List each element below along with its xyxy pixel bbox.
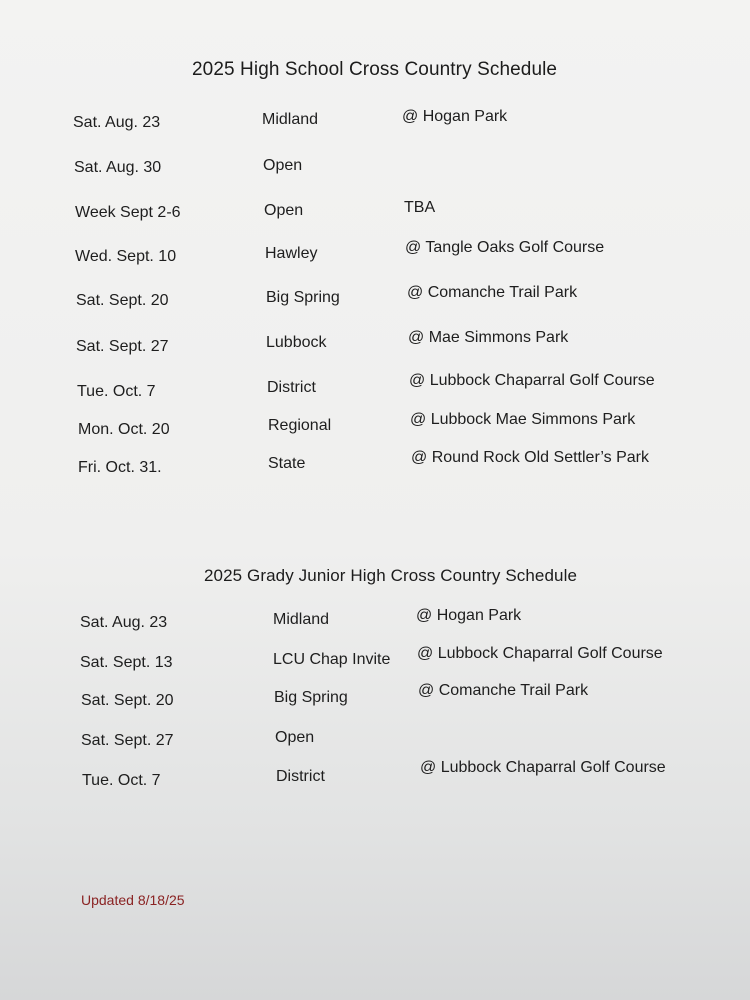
meet-date: Tue. Oct. 7 [77, 383, 156, 400]
meet-location: @ Mae Simmons Park [408, 329, 569, 346]
meet-date: Mon. Oct. 20 [78, 421, 170, 438]
meet-name: Midland [262, 111, 319, 128]
meet-date: Sat. Aug. 23 [80, 614, 168, 631]
meet-location: @ Tangle Oaks Golf Course [405, 239, 605, 256]
schedule-row [0, 329, 750, 364]
schedule-row [0, 159, 750, 185]
meet-location: @ Lubbock Chaparral Golf Course [420, 759, 666, 776]
meet-location: @ Lubbock Mae Simmons Park [410, 411, 636, 428]
meet-name: Open [264, 202, 304, 219]
meet-name: State [268, 455, 306, 472]
schedule-row [0, 449, 750, 485]
meet-location: @ Hogan Park [416, 607, 522, 624]
meet-location: @ Comanche Trail Park [407, 284, 578, 301]
meet-name: Open [275, 729, 315, 746]
meet-name: Midland [273, 611, 330, 628]
meet-date: Fri. Oct. 31. [78, 459, 162, 476]
meet-date: Tue. Oct. 7 [82, 772, 161, 789]
meet-name: District [267, 379, 316, 396]
schedule-row [0, 759, 750, 798]
schedule-row [0, 411, 750, 447]
meet-date: Wed. Sept. 10 [75, 248, 177, 265]
meet-date: Sat. Aug. 30 [74, 159, 162, 176]
meet-name: Regional [268, 417, 332, 434]
schedule-row [0, 607, 750, 640]
meet-name: Big Spring [266, 289, 340, 306]
schedule-row [0, 372, 750, 409]
meet-date: Sat. Sept. 20 [81, 692, 174, 709]
meet-location: TBA [404, 199, 436, 216]
meet-location: @ Lubbock Chaparral Golf Course [409, 372, 655, 389]
schedule-row [0, 729, 750, 758]
meet-date: Week Sept 2-6 [75, 204, 181, 221]
schedule-row [0, 682, 750, 718]
meet-name: Hawley [265, 245, 318, 262]
meet-date: Sat. Sept. 20 [76, 292, 169, 309]
meet-name: District [276, 768, 325, 785]
schedule-row [0, 199, 750, 230]
meet-date: Sat. Sept. 27 [76, 338, 169, 355]
schedule-row [0, 284, 750, 318]
junior-high-schedule-title: 2025 Grady Junior High Cross Country Schedule [204, 566, 578, 585]
meet-date: Sat. Aug. 23 [73, 114, 161, 131]
meet-location: @ Lubbock Chaparral Golf Course [417, 645, 663, 662]
schedule-row [0, 239, 750, 274]
meet-location: @ Round Rock Old Settler’s Park [411, 449, 649, 466]
updated-date-note: Updated 8/18/25 [81, 892, 185, 908]
meet-name: LCU Chap Invite [273, 651, 391, 668]
meet-date: Sat. Sept. 13 [80, 654, 173, 671]
meet-date: Sat. Sept. 27 [81, 732, 174, 749]
meet-location: @ Hogan Park [402, 108, 508, 125]
meet-name: Big Spring [274, 689, 348, 706]
meet-name: Open [263, 157, 303, 174]
schedule-row [0, 108, 750, 140]
schedule-row [0, 645, 750, 680]
meet-location: @ Comanche Trail Park [418, 682, 589, 699]
meet-name: Lubbock [266, 334, 327, 351]
high-school-schedule-title: 2025 High School Cross Country Schedule [192, 59, 558, 80]
